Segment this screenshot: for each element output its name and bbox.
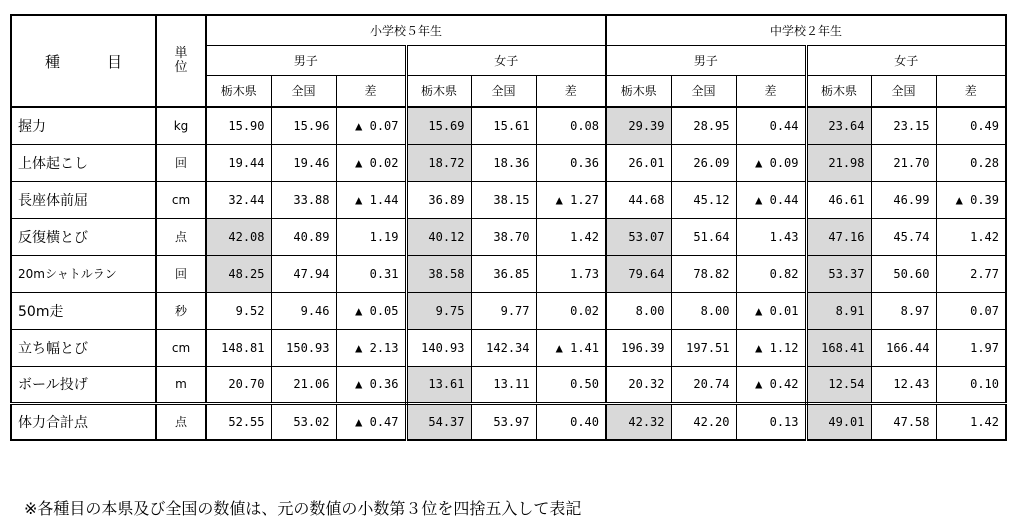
difference-cell: 1.73 bbox=[536, 255, 606, 292]
prefecture-value-cell: 47.16 bbox=[806, 218, 871, 255]
national-value-cell: 21.06 bbox=[271, 366, 336, 403]
national-value-cell: 78.82 bbox=[671, 255, 736, 292]
difference-cell: ▲ 0.07 bbox=[336, 107, 406, 144]
table-row bbox=[11, 366, 1006, 403]
national-value-cell: 47.94 bbox=[271, 255, 336, 292]
prefecture-value-cell: 168.41 bbox=[806, 329, 871, 366]
prefecture-value-cell: 44.68 bbox=[606, 181, 671, 218]
column-header: 差 bbox=[536, 75, 606, 107]
prefecture-value-cell: 26.01 bbox=[606, 144, 671, 181]
national-value-cell: 36.85 bbox=[471, 255, 536, 292]
difference-cell: 0.10 bbox=[936, 366, 1006, 403]
difference-cell: ▲ 0.44 bbox=[736, 181, 806, 218]
item-header: 種 目 bbox=[11, 15, 156, 107]
event-name: 長座体前屈 bbox=[11, 181, 156, 218]
difference-cell: 2.77 bbox=[936, 255, 1006, 292]
prefecture-value-cell: 12.54 bbox=[806, 366, 871, 403]
difference-cell: 1.97 bbox=[936, 329, 1006, 366]
national-value-cell: 9.77 bbox=[471, 292, 536, 329]
difference-cell: 1.42 bbox=[936, 403, 1006, 440]
national-value-cell: 53.97 bbox=[471, 403, 536, 440]
national-value-cell: 50.60 bbox=[871, 255, 936, 292]
prefecture-value-cell: 8.00 bbox=[606, 292, 671, 329]
prefecture-value-cell: 21.98 bbox=[806, 144, 871, 181]
difference-cell: 0.44 bbox=[736, 107, 806, 144]
event-name: 上体起こし bbox=[11, 144, 156, 181]
national-value-cell: 23.15 bbox=[871, 107, 936, 144]
national-value-cell: 19.46 bbox=[271, 144, 336, 181]
table-row bbox=[11, 181, 1006, 218]
national-value-cell: 18.36 bbox=[471, 144, 536, 181]
column-header: 差 bbox=[336, 75, 406, 107]
national-value-cell: 38.15 bbox=[471, 181, 536, 218]
event-name: 反復横とび bbox=[11, 218, 156, 255]
difference-cell: 1.42 bbox=[936, 218, 1006, 255]
prefecture-value-cell: 49.01 bbox=[806, 403, 871, 440]
gender-header: 女子 bbox=[406, 45, 606, 75]
prefecture-value-cell: 20.32 bbox=[606, 366, 671, 403]
gender-header: 男子 bbox=[206, 45, 406, 75]
prefecture-value-cell: 20.70 bbox=[206, 366, 271, 403]
difference-cell: ▲ 1.27 bbox=[536, 181, 606, 218]
unit-header bbox=[156, 15, 206, 107]
difference-cell: 0.13 bbox=[736, 403, 806, 440]
prefecture-value-cell: 54.37 bbox=[406, 403, 471, 440]
column-header: 全国 bbox=[271, 75, 336, 107]
national-value-cell: 51.64 bbox=[671, 218, 736, 255]
prefecture-value-cell: 15.90 bbox=[206, 107, 271, 144]
national-value-cell: 142.34 bbox=[471, 329, 536, 366]
unit-cell: 回 bbox=[156, 144, 206, 181]
unit-cell: m bbox=[156, 366, 206, 403]
prefecture-value-cell: 52.55 bbox=[206, 403, 271, 440]
difference-cell: 0.08 bbox=[536, 107, 606, 144]
national-value-cell: 12.43 bbox=[871, 366, 936, 403]
difference-cell: 0.02 bbox=[536, 292, 606, 329]
national-value-cell: 45.74 bbox=[871, 218, 936, 255]
unit-cell: kg bbox=[156, 107, 206, 144]
table-row bbox=[11, 218, 1006, 255]
national-value-cell: 26.09 bbox=[671, 144, 736, 181]
national-value-cell: 42.20 bbox=[671, 403, 736, 440]
grade-header-elementary: 小学校５年生 bbox=[206, 15, 606, 45]
prefecture-value-cell: 8.91 bbox=[806, 292, 871, 329]
grade-header-junior-high: 中学校２年生 bbox=[606, 15, 1006, 45]
prefecture-value-cell: 46.61 bbox=[806, 181, 871, 218]
difference-cell: ▲ 0.39 bbox=[936, 181, 1006, 218]
column-header: 栃木県 bbox=[206, 75, 271, 107]
table-row bbox=[11, 403, 1006, 440]
prefecture-value-cell: 9.52 bbox=[206, 292, 271, 329]
prefecture-value-cell: 18.72 bbox=[406, 144, 471, 181]
difference-cell: ▲ 0.02 bbox=[336, 144, 406, 181]
prefecture-value-cell: 29.39 bbox=[606, 107, 671, 144]
column-header: 全国 bbox=[471, 75, 536, 107]
fitness-results-table-container bbox=[10, 14, 1007, 518]
table-row bbox=[11, 255, 1006, 292]
difference-cell: 1.43 bbox=[736, 218, 806, 255]
unit-cell: 点 bbox=[156, 403, 206, 440]
prefecture-value-cell: 15.69 bbox=[406, 107, 471, 144]
prefecture-value-cell: 79.64 bbox=[606, 255, 671, 292]
difference-cell: ▲ 0.09 bbox=[736, 144, 806, 181]
unit-cell: cm bbox=[156, 181, 206, 218]
national-value-cell: 33.88 bbox=[271, 181, 336, 218]
national-value-cell: 21.70 bbox=[871, 144, 936, 181]
difference-cell: 1.42 bbox=[536, 218, 606, 255]
difference-cell: ▲ 0.05 bbox=[336, 292, 406, 329]
column-header: 栃木県 bbox=[406, 75, 471, 107]
prefecture-value-cell: 23.64 bbox=[806, 107, 871, 144]
difference-cell: 0.36 bbox=[536, 144, 606, 181]
prefecture-value-cell: 196.39 bbox=[606, 329, 671, 366]
difference-cell: 0.40 bbox=[536, 403, 606, 440]
difference-cell: 1.19 bbox=[336, 218, 406, 255]
difference-cell: 0.07 bbox=[936, 292, 1006, 329]
footnote: ※各種目の本県及び全国の数値は、元の数値の小数第３位を四捨五入して表記 bbox=[24, 499, 582, 518]
prefecture-value-cell: 140.93 bbox=[406, 329, 471, 366]
unit-cell: 回 bbox=[156, 255, 206, 292]
national-value-cell: 150.93 bbox=[271, 329, 336, 366]
national-value-cell: 45.12 bbox=[671, 181, 736, 218]
unit-cell: 秒 bbox=[156, 292, 206, 329]
table-row bbox=[11, 329, 1006, 366]
difference-cell: ▲ 0.01 bbox=[736, 292, 806, 329]
event-name: 50m走 bbox=[11, 292, 156, 329]
difference-cell: ▲ 2.13 bbox=[336, 329, 406, 366]
column-header: 栃木県 bbox=[606, 75, 671, 107]
national-value-cell: 28.95 bbox=[671, 107, 736, 144]
prefecture-value-cell: 32.44 bbox=[206, 181, 271, 218]
unit-cell: cm bbox=[156, 329, 206, 366]
difference-cell: ▲ 1.41 bbox=[536, 329, 606, 366]
prefecture-value-cell: 9.75 bbox=[406, 292, 471, 329]
national-value-cell: 8.00 bbox=[671, 292, 736, 329]
difference-cell: ▲ 0.42 bbox=[736, 366, 806, 403]
prefecture-value-cell: 53.37 bbox=[806, 255, 871, 292]
national-value-cell: 47.58 bbox=[871, 403, 936, 440]
national-value-cell: 53.02 bbox=[271, 403, 336, 440]
event-name: 握力 bbox=[11, 107, 156, 144]
national-value-cell: 13.11 bbox=[471, 366, 536, 403]
event-name: 体力合計点 bbox=[11, 403, 156, 440]
difference-cell: ▲ 0.47 bbox=[336, 403, 406, 440]
national-value-cell: 166.44 bbox=[871, 329, 936, 366]
difference-cell: 0.49 bbox=[936, 107, 1006, 144]
national-value-cell: 38.70 bbox=[471, 218, 536, 255]
prefecture-value-cell: 13.61 bbox=[406, 366, 471, 403]
difference-cell: 0.82 bbox=[736, 255, 806, 292]
prefecture-value-cell: 40.12 bbox=[406, 218, 471, 255]
national-value-cell: 15.61 bbox=[471, 107, 536, 144]
national-value-cell: 40.89 bbox=[271, 218, 336, 255]
prefecture-value-cell: 148.81 bbox=[206, 329, 271, 366]
prefecture-value-cell: 42.32 bbox=[606, 403, 671, 440]
event-name: ボール投げ bbox=[11, 366, 156, 403]
unit-header-text: 単位 bbox=[174, 46, 188, 75]
prefecture-value-cell: 48.25 bbox=[206, 255, 271, 292]
difference-cell: ▲ 1.12 bbox=[736, 329, 806, 366]
prefecture-value-cell: 36.89 bbox=[406, 181, 471, 218]
column-header: 差 bbox=[936, 75, 1006, 107]
event-name: 20mシャトルラン bbox=[11, 255, 156, 292]
unit-cell: 点 bbox=[156, 218, 206, 255]
difference-cell: ▲ 1.44 bbox=[336, 181, 406, 218]
prefecture-value-cell: 19.44 bbox=[206, 144, 271, 181]
gender-header: 男子 bbox=[606, 45, 806, 75]
national-value-cell: 9.46 bbox=[271, 292, 336, 329]
difference-cell: 0.31 bbox=[336, 255, 406, 292]
prefecture-value-cell: 38.58 bbox=[406, 255, 471, 292]
header-row-grade bbox=[11, 15, 1006, 45]
national-value-cell: 15.96 bbox=[271, 107, 336, 144]
table-row bbox=[11, 107, 1006, 144]
difference-cell: ▲ 0.36 bbox=[336, 366, 406, 403]
column-header: 全国 bbox=[671, 75, 736, 107]
column-header: 差 bbox=[736, 75, 806, 107]
prefecture-value-cell: 42.08 bbox=[206, 218, 271, 255]
difference-cell: 0.28 bbox=[936, 144, 1006, 181]
event-name: 立ち幅とび bbox=[11, 329, 156, 366]
national-value-cell: 8.97 bbox=[871, 292, 936, 329]
table-row bbox=[11, 144, 1006, 181]
difference-cell: 0.50 bbox=[536, 366, 606, 403]
national-value-cell: 46.99 bbox=[871, 181, 936, 218]
column-header: 全国 bbox=[871, 75, 936, 107]
gender-header: 女子 bbox=[806, 45, 1006, 75]
fitness-results-table bbox=[10, 14, 1007, 441]
national-value-cell: 197.51 bbox=[671, 329, 736, 366]
table-row bbox=[11, 292, 1006, 329]
national-value-cell: 20.74 bbox=[671, 366, 736, 403]
prefecture-value-cell: 53.07 bbox=[606, 218, 671, 255]
column-header: 栃木県 bbox=[806, 75, 871, 107]
